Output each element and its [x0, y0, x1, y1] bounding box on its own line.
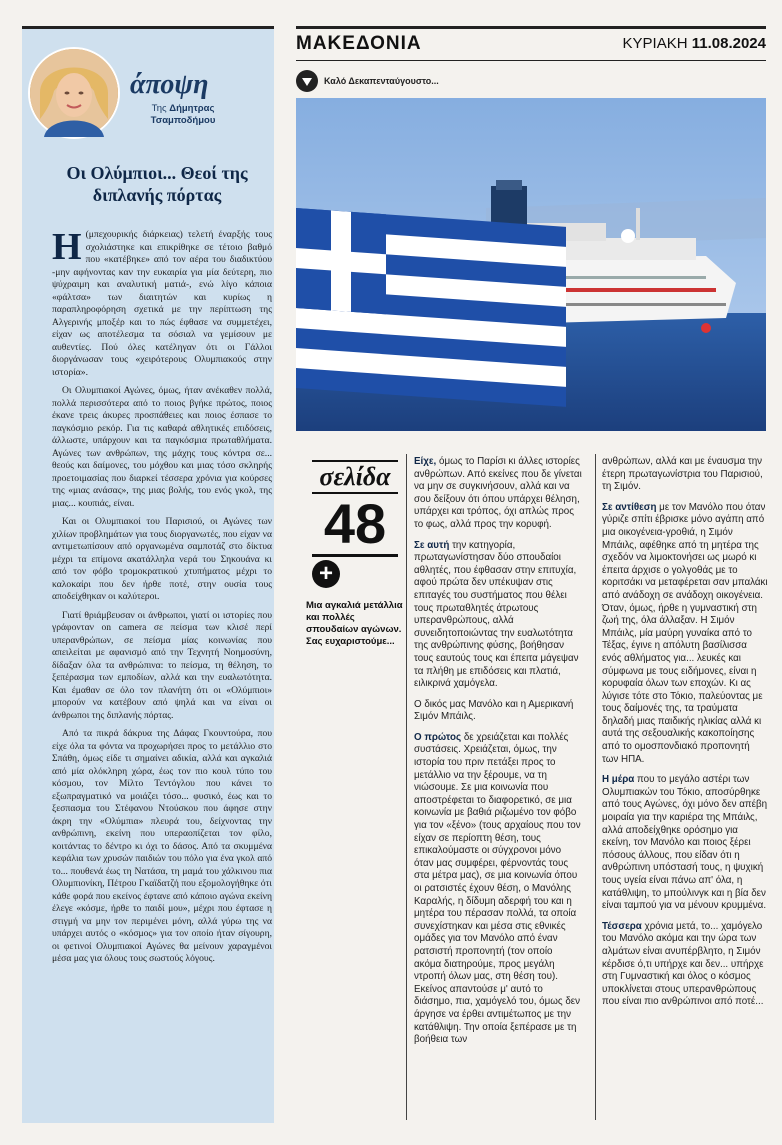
opinion-paragraph: Από τα πικρά δάκρυα της Δάφας Γκουντούρα, που είχε όλα τα φόντα να προχωρήσει προς το μετάλλιο στο Σπάθη, όμως είδε τι σημαίνει αδικία, αλλά και αγκαλιά από μία ολόκληρη χώρα, έως τον πιο κουλ τύπο του κόσμου, τον Μίλτο Τεντόγλου που κάνει το εξωπραγματικό να μοιάζει τόσο... φυσικό, έως και το ξεσπασμα του Στέφανου Ντούσκου που άφησε στην άκρη την «Ολύμπια» πλευρά του, δείχνοντας την ανθρώπινη, εκείνη που υπεραοπίζεται τον φίλο, κοιτάντας το δέντρο κι όχι το δάσος. Από τα σκυμμένα κεφάλια των χρυσών παιδιών του πόλο για ένα γκολ από το... πουθενά έως τη Νατάσα, τη μαμά του χάλκινου πια Ολυμπιονίκη, Πέτρου Γκαϊδατζή που εξομολογήθηκε ότι κάθε φορά που εκείνος έφτανε από κάποιο αγώνα εκείνη έλεγε «κόσμε, ήρθε το παιδί μου», μέχρι που έφτασε η στιγμή να μην τον περιμένει μόνη, αλλά γύρω της να υπάρχει αυτός ο «κόσμος» για τον οποίο ήταν σίγουρη, οι φετινοί Ολυμπιακοί Αγώνες θα μείνουν χαραγμένοι μέσα μας για όλους τους σωστούς λόγους.: [52, 728, 272, 964]
opinion-paragraph: Η (μπεχουρικής διάρκειας) τελετή έναρξής τους σχολιάστηκε και επικρίθηκε σε τέτοιο βαθμό που «κατέβηκε» από τον αέρα του διαδικτύου -μην αφήνοντας καν την ευκαιρία για μία δεύτερη, πιο ψύχραιμη και αναλυτική ματιά-, ενώ λίγο κάποια «φάλτσα» των διαιτητών και κυρίως η παραπληροφόρηση σχετικά με την περίπτωση της Αλγερινής μποξέρ και το πώς έφθασε να συμμετέχει, είχαν ως αποτέλεσμα τα σόσιαλ να γεμίσουν με αυθεντίες. Πού όλες κατέληγαν ότι οι Γάλλοι διοργάνωσαν τους «χειρότερους Ολυμπιακούς στην ιστορία».: [52, 226, 272, 378]
opinion-paragraph: Οι Ολυμπιακοί Αγώνες, όμως, ήταν ανέκαθεν πολλά, πολλά περισσότερα από το ποιος βγήκε πρώτος, ποιος έκανε τρεις άκυρες προσπάθειες και ποιος έσπασε το παγκόσμιο ρεκόρ. Για τις καθαρά αθλητικές επιδόσεις, άλλωστε, υπάρχουν και τα παγκόσμια πρωταθλήματα. Αγώνες των ανθρώπων, της μάχης τους κόντρα σε... θεούς και δαίμονες, του μόχθου και μιας τόσο σκληρής προετοιμασίας που διαρκεί τέσσερα χρόνια για κούρσες της «μιας ανάσας», της μιας βολής, του ενός γκολ, της μιας... κουπιάς, είναι.: [52, 385, 272, 509]
article-paragraph: Τέσσερα χρόνια μετά, το... χαμόγελο του Μανόλο ακόμα και την ώρα των αλμάτων είναι ανυπέρβλητο, η Σιμόν κέρδισε ό,τι υπήρχε και δεν... υπήρχε στη Γυμναστική και όλος ο κόσμος υποκλίνεται στους υπερανθρώπους που είναι πιο ανθρώπινοι από ποτέ...: [602, 920, 764, 1008]
author-avatar: [28, 47, 120, 139]
page-number-block: [312, 460, 398, 557]
column-divider: [406, 454, 407, 1120]
article-paragraph: Σε αυτή την κατηγορία, πρωταγωνίστησαν δύο σπουδαίοι αθλητές, που έφθασαν στην επιτυχία, αφού πρώτα δεν υπέκυψαν στις επιταγές του συστήματος που θέλει τους πρωταθλητές άτρωτους υπερανθρώπους, αλλά συνειδητοποιώντας την ευαλωτότητα της ανθρώπινης φύσης, βοήθησαν τους εαυτούς τους και έπειτα μάγεψαν τα πλήθη με επιδόσεις και πλατιά, ειλικρινά χαμόγελα.: [414, 539, 579, 690]
page-label: σελίδα: [312, 460, 398, 494]
article-paragraph: ανθρώπων, αλλά και με έναυσμα την έτερη πρωταγωνίστρια του Παρισιού, τη Σιμόν.: [602, 456, 763, 493]
flag-ship-photo: [296, 98, 766, 431]
page-header: [296, 26, 766, 61]
opinion-body: [52, 226, 272, 972]
photo-caption-row: [296, 68, 766, 94]
opinion-paragraph: Γιατί θριάμβευσαν οι άνθρωποι, γιατί οι ιστορίες που γράφονταν on camera σε πείσμα των κλισέ περί υπερανθρώπων, σε πείσμα μίας κοινωνίας που απειλείται με αφανισμό από την Τεχνητή Νοημοσύνη, δίδαξαν όλα τα ανθρώπινα: το πείσμα, τη θέληση, το ξεπέρασμα των εμποδίων, αλλά και την ευαλωτότητα. Και έμαθαν σε όλο τον πλανήτη ότι οι «Ολύμπιοι» μπορούν να κατέβουν από ψηλά και να είναι οι άνθρωποι της διπλανής πόρτας.: [52, 609, 272, 721]
article-paragraph: Ο δικός μας Μανόλο και η Αμερικανή Σιμόν Μπάιλς.: [414, 698, 574, 723]
column-divider: [595, 454, 596, 1120]
article-paragraph: Σε αντίθεση με τον Μανόλο που όταν γύριζε σπίτι έβρισκε μόνο αγάπη από μια οικογένεια-γροθιά, η Σιμόν Μπάιλς, αφέθηκε από τη μητέρα της σχεδόν να λιμοκτονήσει ως μωρό κι έπειτα άρχισε ο γολγοθάς με το κοριτσάκι να μεταφέρεται σαν μπαλάκι από ανάδοχη σε ανάδοχη οικογένεια. Όταν, όμως, ήρθε η γυμναστική στη ζωή της, όλα άλλαξαν. Η Σιμόν Μπάιλς, μία μαύρη γυναίκα από το Τέξας, έγινε η απόλυτη βασίλισσα ενός αθλήματος για... λευκές και σύμφωνα με τους ειδήμονες, είναι η κορυφαία όλων των εποχών. Κι ας λύγισε τότε στο Τόκιο, παλεύοντας με τους δαίμονές της, τα τραύματα δηλαδή μιας παιδικής ηλικίας αλλά κι αυτά της σεξουαλικής κακοποίησης από το ομοσπονδιακό προπονητή των ΗΠΑ.: [602, 501, 768, 765]
photo-caption: Καλό Δεκαπενταύγουστο...: [324, 76, 439, 86]
page-number: 48: [312, 494, 398, 557]
section-label: άποψη: [130, 69, 209, 100]
newspaper-name: ΜΑΚΕΔΟΝΙΑ: [296, 33, 422, 54]
byline-prefix: Της: [151, 103, 167, 114]
article-column-2: [414, 456, 582, 1055]
article-paragraph: Είχε, όμως το Παρίσι κι άλλες ιστορίες ανθρώπων. Από εκείνες που δε γίνεται να μην σε συγκινήσουν, αλλά και να σου δείξουν ότι όπου υπάρχει θέληση, υπάρχει και τρόπος, όχι απλώς προς το φως, αλλά προς την κορυφή.: [414, 456, 582, 530]
opinion-paragraph: Και οι Ολυμπιακοί του Παρισιού, οι Αγώνες των χιλίων προβλημάτων για τους διοργανωτές, που είχαν να αντιμετωπίσουν από οργανωμένα σαμποτάζ στο δίκτυα μέχρι τα επίμονα ακατάλληλα νερά του Σηκουάνα κι από τον φόβο τρομοκρατικού χτυπήματος μέχρι το καλοκαίρι που δεν ήρθε ποτέ, στην ουσία τους αποδείχθηκαν οι καλύτεροι.: [52, 516, 272, 602]
article-paragraph: Η μέρα που το μεγάλο αστέρι των Ολυμπιακών του Τόκιο, αποσύρθηκε από τους Αγώνες, όχι μόνο δεν απέβη μοιραία για την καριέρα της Μπάιλς, αλλά αποδείχθηκε ορόσημο για εκείνη, τον Μανόλο και ποιος ξέρει πόσους άλλους, που είδαν ότι η ανθρώπινη υπόστασή τους, η ψυχική τους υγεία είναι πάνω απ' όλα, η κατάθλιψη, το μπούλινγκ και η βία δεν είναι ταμπού για να μένουν κρυμμένα.: [602, 774, 768, 912]
dropcap: Η: [52, 226, 82, 268]
opinion-title: Οι Ολύμπιοι... Θεοί της διπλανής πόρτας: [66, 163, 248, 205]
byline: [128, 103, 238, 127]
plus-icon: +: [312, 560, 340, 588]
page-note: Μια αγκαλιά μετάλλια και πολλές σπουδαίων αγώνων. Σας ευχαριστούμε...: [306, 600, 403, 647]
author-name: Δήμητρας Τσαμποδήμου: [150, 103, 216, 126]
article-paragraph: Ο πρώτος δε χρειάζεται και πολλές συστάσεις. Χρειάζεται, όμως, την ιστορία του πριν πετάξει προς το μετάλλιο να την ξέρουμε, να τη νιώσουμε. Σε μια κοινωνία που αποστρέφεται το διαφορετικό, σε μια κοινωνία με βαθιά ριζωμένο τον φόβο για τον «ξένο» (τους αρχαίους που τον είχαν σε περίοπτη θέση, τους επικαλούμαστε οι σύγχρονοι μόνο όταν μας συμφέρει, φέρνοντάς τους στα μέτρα μας), σε μια κοινωνία όπου οι ρατσιστές έχουν θέση, ο Μανόλης Καραλής, η δίδυμη αδερφή του και η μητέρα του πέρασαν πολλά, τα οποία συνεχίστηκαν και μέσα στις εθνικές ομάδες για τον Μανόλο από έναν ρατσιστή προπονητή (τον οποίο ακόμα διατηρούμε, προς μεγάλη ντροπή όλων μας, στη θέση του). Εκείνος απαντούσε μ' αυτό το διάσημο, πια, χαμόγελό του, όμως δεν άργησε να έρθει αντιμέτωπος με την κατάθλιψη. Την οποία ξεπέρασε με τη βοήθεια των: [414, 731, 581, 1046]
opinion-panel: [22, 26, 274, 1123]
article-column-3: [602, 456, 768, 1017]
issue-date: ΚΥΡΙΑΚΗ 11.08.2024: [622, 35, 766, 52]
arrow-down-icon: [296, 70, 318, 92]
